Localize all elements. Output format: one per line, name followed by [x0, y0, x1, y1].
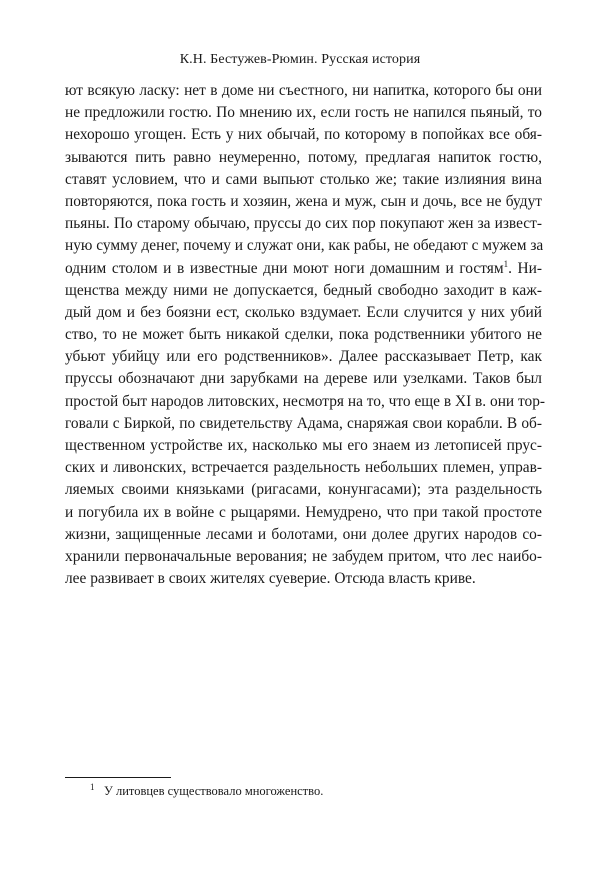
text-line: простой быт народов литовских, несмотря на то, что еще в XI в. они тор- — [65, 392, 546, 410]
footnote-separator — [65, 777, 171, 778]
text-line: ляемых своими князьками (ригасами, конунгасами); эта раздельность — [65, 481, 542, 499]
text-line: щенства между ними не допускается, бедный свободно заходит в каж- — [65, 281, 542, 299]
text-line-segment: . Ни- — [508, 259, 542, 277]
text-line: ют всякую ласку: нет в доме ни съестного, ни напитка, которого бы они — [65, 82, 542, 99]
text-line-segment: одним столом и в известные дни моют ноги домашним и гостям — [65, 259, 504, 277]
text-line: повторяются, пока гость и хозяин, жена и муж, сын и дочь, все не будут — [65, 192, 542, 210]
text-line: хранили первоначальные верования; не забудем притом, что лес наибо- — [65, 547, 542, 565]
text-line: не предложили гостю. По мнению их, если гость не напился пьяный, то — [65, 104, 542, 122]
text-line-with-footnote — [65, 258, 542, 280]
text-line-last: лее развивает в своих жителях суеверие. Отсюда власть криве. — [65, 570, 476, 588]
text-line: жизни, защищенные лесами и болотами, они долее других народов со- — [65, 525, 542, 543]
text-line: нехорошо угощен. Есть у них обычай, по которому в попойках все обя- — [65, 126, 542, 144]
text-line: щественном устройстве их, насколько мы его знаем из летописей прус- — [65, 437, 542, 454]
text-line: ство, то не может быть никакой сделки, пока родственники убитого не — [65, 326, 542, 344]
text-line: зываются пить равно неумеренно, потому, предлагая напиток гостю, — [65, 148, 542, 166]
main-text — [65, 80, 546, 590]
text-line: ских и ливонских, встречается раздельность небольших племен, управ- — [65, 459, 542, 477]
text-line: ную сумму денег, почему и служат они, как рабы, не обедают с мужем за — [65, 237, 544, 255]
text-line: дый дом и без боязни ест, сколько вздумает. Если случится у них убий — [65, 303, 542, 321]
text-line: пруссы обозначают дни зарубками на дереве или узелками. Таков был — [65, 370, 542, 388]
footnote-reference[interactable]: 1 — [503, 258, 509, 269]
text-line: ставят условием, что и сами выпьют столько же; такие излияния вина — [65, 170, 542, 188]
running-head: К.Н. Бестужев-Рюмин. Русская история — [179, 52, 421, 67]
text-line: убьют убийцу или его родственников». Далее рассказывает Петр, как — [65, 348, 542, 366]
footnote-text: У литовцев существовало многоженство. — [104, 784, 324, 798]
text-line: пьяны. По старому обычаю, пруссы до сих пор покупают жен за извест- — [65, 215, 542, 233]
text-line: и погубила их в войне с рыцарями. Немудрено, что при такой простоте — [65, 503, 542, 521]
text-line: говали с Биркой, по свидетельству Адама, снаряжая свои корабли. В об- — [65, 414, 542, 432]
footnote: 1 У литовцев существовало многоженство. — [90, 781, 324, 798]
